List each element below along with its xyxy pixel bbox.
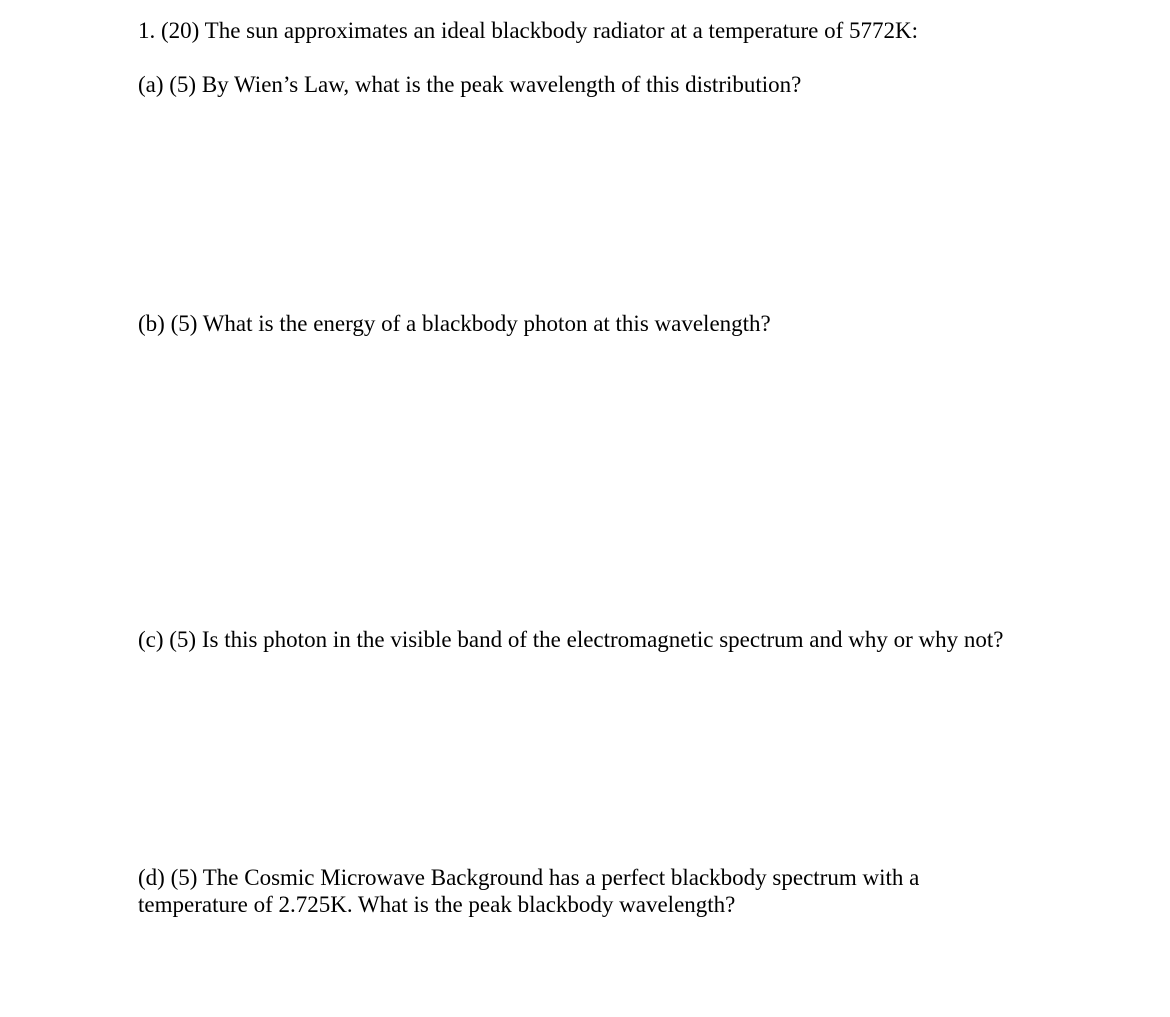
problem-header: 1. (20) The sun approximates an ideal blackbody radiator at a temperature of 5772K: <box>138 18 919 43</box>
question-part-a: (a) (5) By Wien’s Law, what is the peak wavelength of this distribution? <box>138 72 802 97</box>
question-part-c: (c) (5) Is this photon in the visible band of the electromagnetic spectrum and why or why not? <box>138 627 1004 652</box>
question-part-d-line-1: (d) (5) The Cosmic Microwave Background has a perfect blackbody spectrum with a <box>138 865 920 890</box>
question-part-b: (b) (5) What is the energy of a blackbody photon at this wavelength? <box>138 311 771 336</box>
question-part-d-line-2: temperature of 2.725K. What is the peak blackbody wavelength? <box>138 892 736 917</box>
